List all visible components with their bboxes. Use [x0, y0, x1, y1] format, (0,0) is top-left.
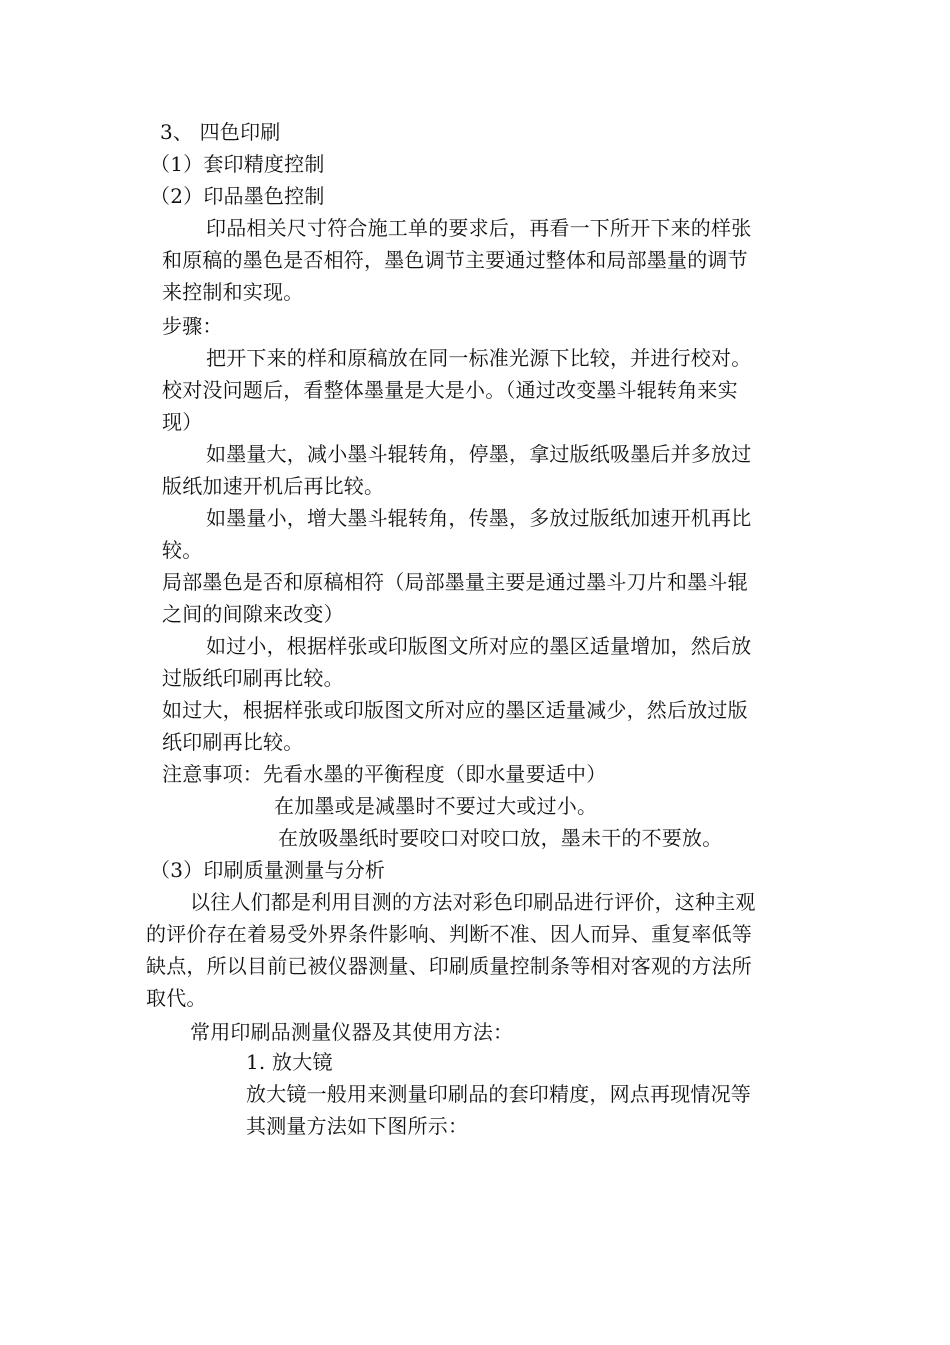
paragraph-line: 如墨量大，减小墨斗辊转角，停墨，拿过版纸吸墨后并多放过: [206, 442, 752, 466]
notes-line: 在加墨或是减墨时不要过大或过小。: [274, 794, 598, 818]
paragraph-line: 之间的间隙来改变）: [162, 602, 344, 626]
paragraph-line: 以往人们都是利用目测的方法对彩色印刷品进行评价，这种主观: [190, 890, 756, 914]
paragraph-line: 常用印刷品测量仪器及其使用方法：: [190, 1020, 514, 1044]
paragraph-line: 较。: [162, 538, 203, 562]
paragraph-line: 和原稿的墨色是否相符，墨色调节主要通过整体和局部墨量的调节: [162, 248, 748, 272]
paragraph-line: 如过大，根据样张或印版图文所对应的墨区适量减少，然后放过版: [162, 698, 748, 722]
paragraph-line: 把开下来的样和原稿放在同一标准光源下比较，并进行校对。: [206, 346, 752, 370]
paragraph-line: 来控制和实现。: [162, 280, 304, 304]
paragraph-line: 纸印刷再比较。: [162, 730, 304, 754]
paragraph-line: 其测量方法如下图所示：: [246, 1114, 469, 1138]
notes-line: 在放吸墨纸时要咬口对咬口放，墨未干的不要放。: [278, 826, 723, 850]
subheading-quality-measurement: （3）印刷质量测量与分析: [150, 858, 386, 882]
paragraph-line: 过版纸印刷再比较。: [162, 666, 344, 690]
paragraph-line: 放大镜一般用来测量印刷品的套印精度，网点再现情况等: [246, 1082, 751, 1106]
subheading-ink-color-control: （2）印品墨色控制: [150, 184, 325, 208]
paragraph-line: 缺点，所以目前已被仪器测量、印刷质量控制条等相对客观的方法所: [146, 954, 752, 978]
paragraph-line: 现）: [162, 410, 203, 434]
paragraph-line: 的评价存在着易受外界条件影响、判断不准、因人而异、重复率低等: [146, 922, 752, 946]
paragraph-line: 局部墨色是否和原稿相符（局部墨量主要是通过墨斗刀片和墨斗辊: [162, 570, 748, 594]
paragraph-line: 印品相关尺寸符合施工单的要求后，再看一下所开下来的样张: [206, 216, 752, 240]
subheading-registration-control: （1）套印精度控制: [150, 152, 325, 176]
paragraph-line: 如过小，根据样张或印版图文所对应的墨区适量增加，然后放: [206, 634, 752, 658]
paragraph-line: 版纸加速开机后再比较。: [162, 474, 385, 498]
section-heading: 3、 四色印刷: [160, 120, 281, 144]
list-item: 1. 放大镜: [246, 1050, 333, 1074]
notes-line: 注意事项：先看水墨的平衡程度（即水量要适中）: [162, 762, 607, 786]
paragraph-line: 如墨量小，增大墨斗辊转角，传墨，多放过版纸加速开机再比: [206, 506, 752, 530]
steps-label: 步骤：: [162, 314, 223, 338]
paragraph-line: 取代。: [146, 986, 207, 1010]
paragraph-line: 校对没问题后，看整体墨量是大是小。（通过改变墨斗辊转角来实: [162, 378, 738, 402]
